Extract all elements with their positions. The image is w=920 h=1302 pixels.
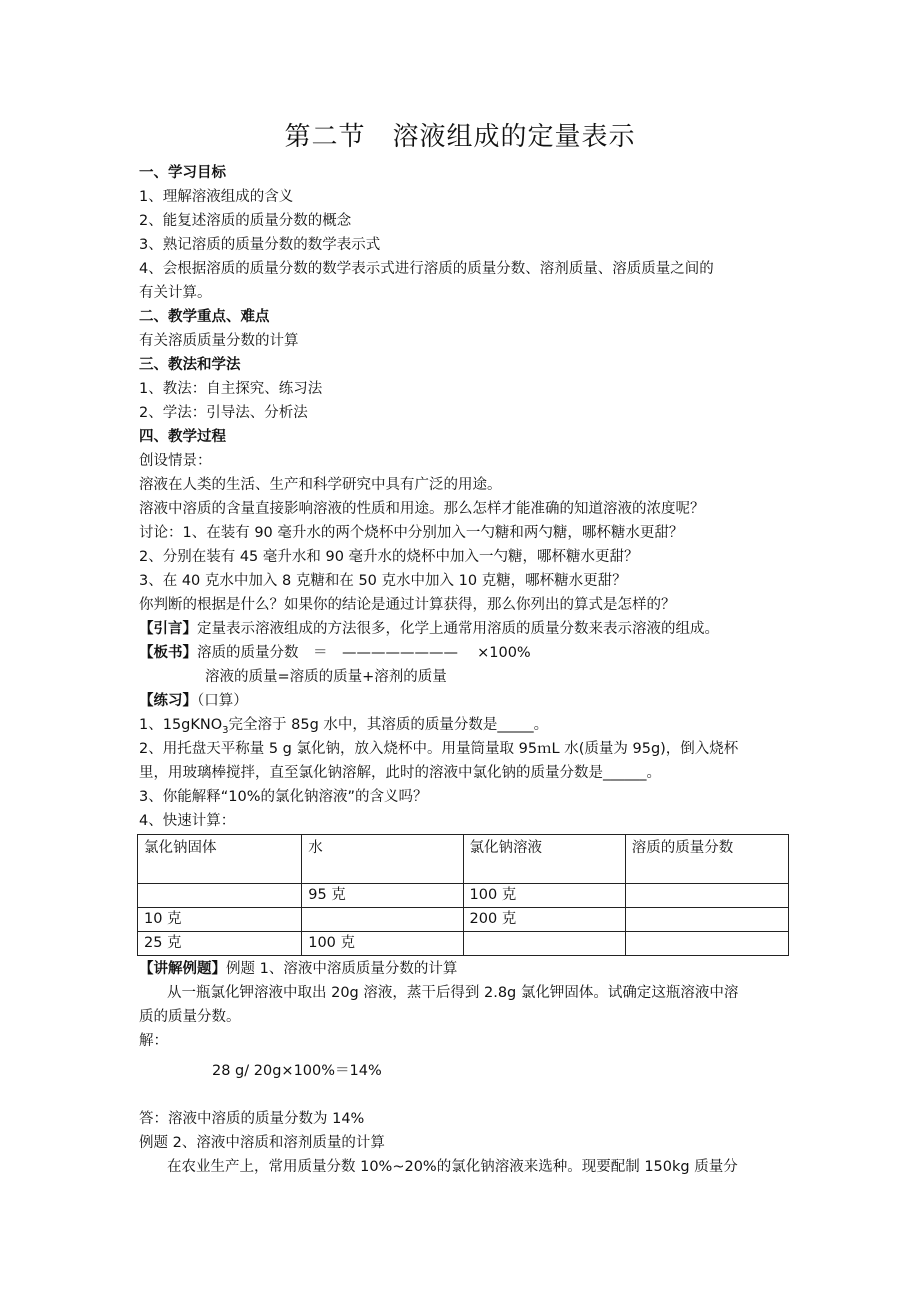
example-1-answer: 答：溶液中溶质的质量分数为 14% (139, 1111, 365, 1127)
practice-question-1 (139, 713, 789, 737)
table-cell: 100 克 (463, 884, 625, 908)
example-1-text-continued: 质的质量分数。 (139, 1009, 241, 1025)
table-header-cell: 溶质的质量分数 (625, 835, 788, 884)
table-cell (625, 932, 788, 956)
practice-tag: 【练习】 (139, 693, 197, 709)
practice-q1-text-rest: 完全溶于 85g 水中，其溶质的质量分数是_____。 (228, 717, 549, 733)
table-header-cell: 水 (302, 835, 463, 884)
introduction-tag: 【引言】 (139, 621, 197, 637)
process-line: 创设情景： (139, 453, 212, 469)
objective-item: 3、熟记溶质的质量分数的数学表示式 (139, 237, 381, 253)
example-1-text: 从一瓶氯化钾溶液中取出 20g 溶液，蒸干后得到 2.8g 氯化钾固体。试确定这瓶溶液中溶 (167, 985, 739, 1001)
quick-calc-table (137, 834, 789, 956)
example-1-solve-label: 解： (139, 1033, 168, 1049)
objective-item-continued: 有关计算。 (139, 285, 212, 301)
practice-question-2: 2、用托盘天平称量 5 g 氯化钠，放入烧杯中。用量筒量取 95ｍL 水(质量为 95g)，倒入烧杯 (139, 741, 739, 757)
practice-question-4: 4、快速计算： (139, 813, 236, 829)
section-heading-objectives: 一、学习目标 (139, 165, 226, 181)
board-formula: 溶质的质量分数 ＝ ———————— ×100% (197, 645, 531, 661)
table-cell: 100 克 (302, 932, 463, 956)
section-heading-process: 四、教学过程 (139, 429, 226, 445)
practice-q1-text: 1、15gKNO (139, 717, 223, 733)
example-1-title: 例题 1、溶液中溶质质量分数的计算 (226, 961, 458, 977)
table-cell: 200 克 (463, 908, 625, 932)
table-row (138, 884, 789, 908)
process-line: 2、分别在装有 45 毫升水和 90 毫升水的烧杯中加入一勺糖，哪杯糖水更甜？ (139, 549, 639, 565)
process-line: 溶液在人类的生活、生产和科学研究中具有广泛的用途。 (139, 477, 502, 493)
table-cell (138, 884, 302, 908)
board-line (139, 641, 789, 665)
example-tag: 【讲解例题】 (139, 961, 226, 977)
example-2-text: 在农业生产上，常用质量分数 10%~20%的氯化钠溶液来选种。现要配制 150kg 质量分 (167, 1159, 738, 1175)
section-heading-keypoints: 二、教学重点、难点 (139, 309, 270, 325)
objective-item: 2、能复述溶质的质量分数的概念 (139, 213, 352, 229)
method-item: 2、学法：引导法、分析法 (139, 405, 308, 421)
table-header-cell: 氯化钠固体 (138, 835, 302, 884)
method-item: 1、教法：自主探究、练习法 (139, 381, 323, 397)
board-line-2: 溶液的质量=溶质的质量+溶剂的质量 (205, 669, 447, 685)
practice-question-3: 3、你能解释“10%的氯化钠溶液”的含义吗？ (139, 789, 428, 805)
example-1-heading (139, 957, 789, 981)
table-cell (463, 932, 625, 956)
process-line: 你判断的根据是什么？如果你的结论是通过计算获得，那么你列出的算式是怎样的？ (139, 597, 676, 613)
table-header-row (138, 835, 789, 884)
example-1-calculation: 28 g/ 20g×100%＝14% (212, 1063, 382, 1079)
table-cell (625, 908, 788, 932)
table-cell: 10 克 (138, 908, 302, 932)
introduction-line (139, 617, 789, 641)
table-cell: 25 克 (138, 932, 302, 956)
introduction-text: 定量表示溶液组成的方法很多，化学上通常用溶质的质量分数来表示溶液的组成。 (197, 621, 719, 637)
table-header-cell: 氯化钠溶液 (463, 835, 625, 884)
table-cell (625, 884, 788, 908)
practice-q1-subscript: 3 (222, 724, 229, 736)
practice-question-2-continued: 里，用玻璃棒搅拌，直至氯化钠溶解，此时的溶液中氯化钠的质量分数是______。 (139, 765, 661, 781)
process-line: 溶液中溶质的含量直接影响溶液的性质和用途。那么怎样才能准确的知道溶液的浓度呢？ (139, 501, 705, 517)
practice-heading (139, 689, 789, 713)
process-line: 3、在 40 克水中加入 8 克糖和在 50 克水中加入 10 克糖，哪杯糖水更甜？ (139, 573, 627, 589)
keypoints-text: 有关溶质质量分数的计算 (139, 333, 299, 349)
table-cell: 95 克 (302, 884, 463, 908)
table-cell (302, 908, 463, 932)
document-body (139, 161, 789, 1179)
process-line: 讨论：1、在装有 90 毫升水的两个烧杯中分别加入一勺糖和两勺糖，哪杯糖水更甜？ (139, 525, 684, 541)
table-row (138, 908, 789, 932)
practice-tag-note: （口算） (197, 693, 248, 709)
table-row (138, 932, 789, 956)
page-title: 第二节 溶液组成的定量表示 (284, 122, 636, 152)
objective-item: 1、理解溶液组成的含义 (139, 189, 294, 205)
board-tag: 【板书】 (139, 645, 197, 661)
blank-line (139, 1083, 789, 1107)
example-2-title: 例题 2、溶液中溶质和溶剂质量的计算 (139, 1135, 385, 1151)
objective-item: 4、会根据溶质的质量分数的数学表示式进行溶质的质量分数、溶剂质量、溶质质量之间的 (139, 261, 714, 277)
section-heading-methods: 三、教法和学法 (139, 357, 241, 373)
